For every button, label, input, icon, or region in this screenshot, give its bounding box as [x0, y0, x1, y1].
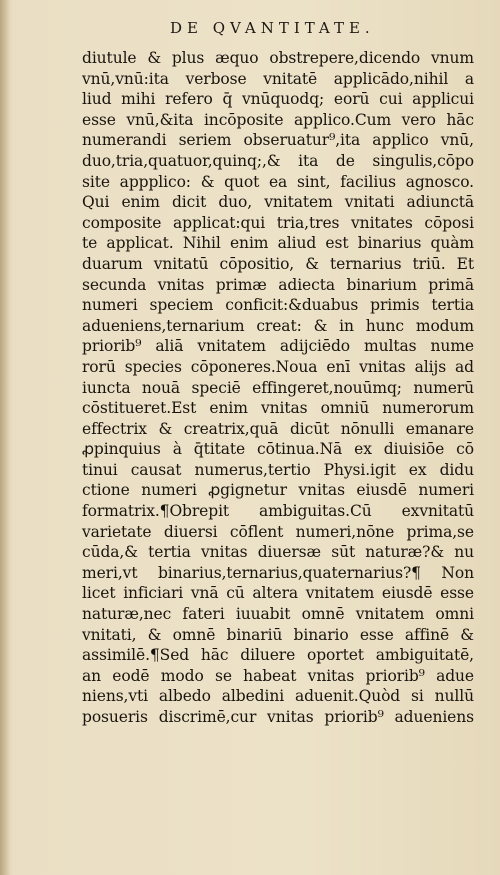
text-line: ꝓpinquius à q̄titate cōtinua.Nā ex diuisiōe cō [82, 440, 474, 459]
text-line: posueris discrimē,cur vnitas priorib⁹ adueniens [82, 708, 474, 726]
text-line: secunda vnitas primæ adiecta binarium primā [82, 275, 474, 294]
text-line: naturæ,nec fateri iuuabit omnē vnitatem omni [82, 605, 474, 624]
text-line: an eodē modo se habeat vnitas priorib⁹ adue [82, 666, 474, 685]
text-line: iuncta nouā speciē effingeret,nouūmq; numerū [82, 378, 474, 397]
text-line: licet inficiari vnā cū altera vnitatem eiusdē esse [82, 584, 474, 603]
text-line: te applicat. Nihil enim aliud est binarius quàm [82, 234, 474, 253]
text-line: rorū species cōponeres.Noua enī vnitas alijs ad [82, 357, 474, 376]
body-text [82, 48, 474, 728]
running-head: DE QVANTITATE. [170, 19, 375, 37]
text-line: vnū,vnū:ita verbose vnitatē applicādo,nihil a [82, 69, 474, 88]
text-line: numerandi seriem obseruatur⁹,ita applico vnū, [82, 131, 474, 150]
text-line: cūda,& tertia vnitas diuersæ sūt naturæ?& nu [82, 543, 474, 562]
text-line: meri,vt binarius,ternarius,quaternarius?¶ Non [82, 563, 474, 582]
text-line: vnitati, & omnē binariū binario esse affinē & [82, 625, 474, 644]
text-line: liud mihi refero q̄ vnūquodq; eorū cui applicui [82, 90, 474, 109]
text-line: priorib⁹ aliā vnitatem adijciēdo multas nume [82, 337, 474, 356]
text-line: esse vnū,&ita incōposite applico.Cum vero hāc [82, 110, 474, 129]
text-line: effectrix & creatrix,quā dicūt nōnulli emanare [82, 419, 474, 438]
text-line: niens,vti albedo albedini aduenit.Quòd si nullū [82, 687, 474, 706]
text-line: composite applicat:qui tria,tres vnitates cōposi [82, 213, 474, 232]
text-line: adueniens,ternarium creat: & in hunc modum [82, 316, 474, 335]
text-line: tinui causat numerus,tertio Physi.igit ex didu [82, 460, 474, 479]
text-line: Qui enim dicit duo, vnitatem vnitati adiunctā [82, 193, 474, 212]
text-line: ctione numeri ꝓgignetur vnitas eiusdē numeri [82, 481, 474, 500]
text-line: site appplico: & quot ea sint, facilius agnosco. [82, 172, 474, 191]
text-line: varietate diuersi cōflent numeri,nōne prima,se [82, 522, 474, 541]
text-line: formatrix.¶Obrepit ambiguitas.Cū exvnitatū [82, 502, 474, 521]
text-line: diutule & plus æquo obstrepere,dicendo vnum [82, 49, 474, 67]
text-line: assimilē.¶Sed hāc diluere oportet ambiguitatē, [82, 646, 474, 665]
text-line: duo,tria,quatuor,quinq;,& ita de singulis,cōpo [82, 151, 474, 170]
text-line: cōstitueret.Est enim vnitas omniū numerorum [82, 399, 474, 418]
text-line: numeri speciem conficit:&duabus primis tertia [82, 296, 474, 315]
text-line: duarum vnitatū cōpositio, & ternarius triū. Et [82, 254, 474, 273]
